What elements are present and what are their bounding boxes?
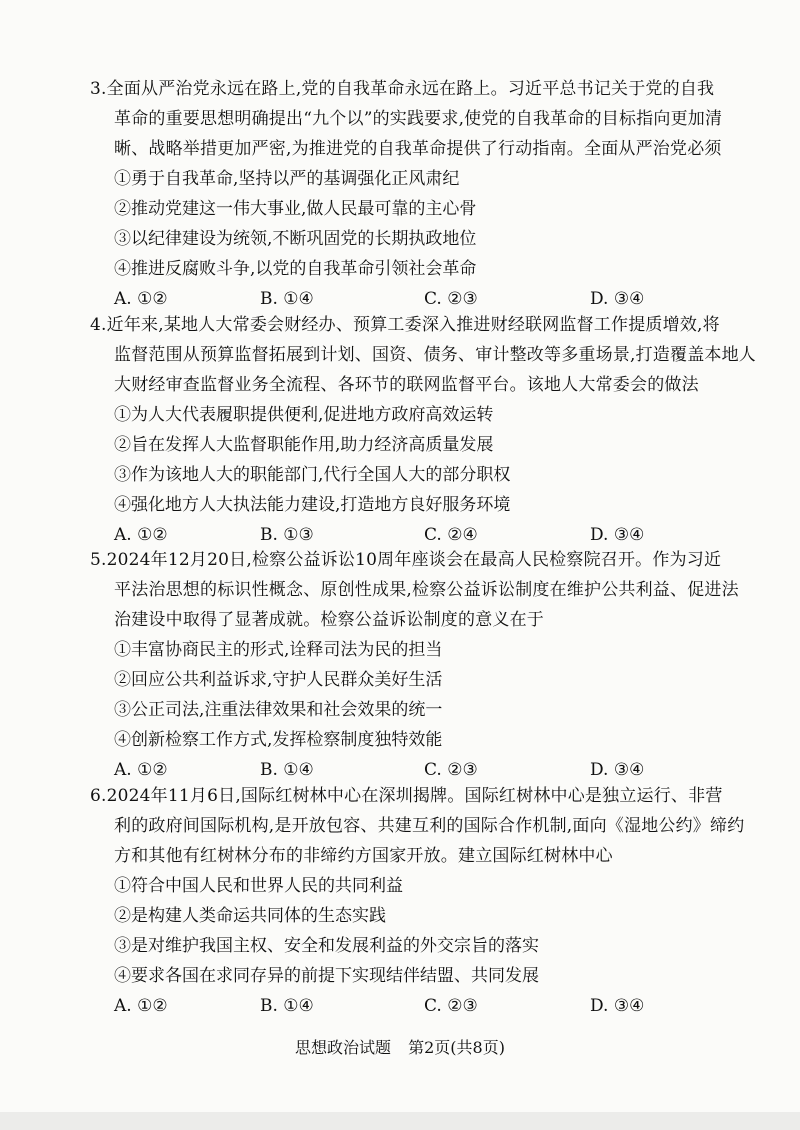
statement-option: ④强化地方人大执法能力建设,打造地方良好服务环境 xyxy=(114,495,511,515)
statement-option: ④要求各国在求同存异的前提下实现结伴结盟、共同发展 xyxy=(114,966,539,986)
statement-option: ②旨在发挥人大监督职能作用,助力经济高质量发展 xyxy=(114,435,494,455)
page-footer xyxy=(0,1036,800,1060)
choice-c: C. ②③ xyxy=(424,289,478,309)
choice-c: C. ②③ xyxy=(424,760,478,780)
choice-b: B. ①④ xyxy=(260,289,314,309)
choice-d: D. ③④ xyxy=(590,996,645,1016)
choice-b: B. ①③ xyxy=(260,525,314,545)
statement-option: ③是对维护我国主权、安全和发展利益的外交宗旨的落实 xyxy=(114,936,539,956)
choice-d: D. ③④ xyxy=(590,289,645,309)
statement-option: ④创新检察工作方式,发挥检察制度独特效能 xyxy=(114,730,443,750)
choice-a: A. ①② xyxy=(114,996,168,1016)
choice-d: D. ③④ xyxy=(590,525,645,545)
question-stem-line: 5.2024年12月20日,检察公益诉讼10周年座谈会在最高人民检察院召开。作为习近 xyxy=(90,550,722,570)
question-stem-line: 大财经审查监督业务全流程、各环节的联网监督平台。该地人大常委会的做法 xyxy=(114,375,699,395)
choice-b: B. ①④ xyxy=(260,760,314,780)
footer-page-number: 第2页(共8页) xyxy=(408,1038,505,1057)
statement-option: ②是构建人类命运共同体的生态实践 xyxy=(114,906,386,926)
question-stem-line: 监督范围从预算监督拓展到计划、国资、债务、审计整改等多重场景,打造覆盖本地人 xyxy=(114,345,757,365)
footer-subject: 思想政治试题 xyxy=(295,1038,392,1057)
question-stem-line: 革命的重要思想明确提出“九个以”的实践要求,使党的自我革命的目标指向更加清 xyxy=(114,109,723,129)
question-stem-line: 方和其他有红树林分布的非缔约方国家开放。建立国际红树林中心 xyxy=(114,846,613,866)
question-stem-line: 利的政府间国际机构,是开放包容、共建互利的国际合作机制,面向《湿地公约》缔约 xyxy=(114,816,745,836)
choice-d: D. ③④ xyxy=(590,760,645,780)
question-stem-line: 治建设中取得了显著成就。检察公益诉讼制度的意义在于 xyxy=(114,610,544,630)
choice-b: B. ①④ xyxy=(260,996,314,1016)
question-stem-line: 3.全面从严治党永远在路上,党的自我革命永远在路上。习近平总书记关于党的自我 xyxy=(90,79,715,99)
question-stem-line: 晰、战略举措更加严密,为推进党的自我革命提供了行动指南。全面从严治党必须 xyxy=(114,139,722,159)
statement-option: ②推动党建这一伟大事业,做人民最可靠的主心骨 xyxy=(114,199,477,219)
choice-a: A. ①② xyxy=(114,760,168,780)
choice-a: A. ①② xyxy=(114,289,168,309)
scan-edge xyxy=(0,1112,800,1130)
question-5 xyxy=(90,545,739,785)
statement-option: ②回应公共利益诉求,守护人民群众美好生活 xyxy=(114,670,443,690)
choice-a: A. ①② xyxy=(114,525,168,545)
choice-c: C. ②③ xyxy=(424,996,478,1016)
statement-option: ①勇于自我革命,坚持以严的基调强化正风肃纪 xyxy=(114,169,460,189)
question-stem-line: 6.2024年11月6日,国际红树林中心在深圳揭牌。国际红树林中心是独立运行、非营 xyxy=(90,786,723,806)
question-4 xyxy=(90,310,757,550)
statement-option: ①符合中国人民和世界人民的共同利益 xyxy=(114,876,403,896)
question-stem-line: 4.近年来,某地人大常委会财经办、预算工委深入推进财经联网监督工作提质增效,将 xyxy=(90,315,720,335)
statement-option: ③公正司法,注重法律效果和社会效果的统一 xyxy=(114,700,443,720)
statement-option: ①为人大代表履职提供便利,促进地方政府高效运转 xyxy=(114,405,494,425)
question-3 xyxy=(90,74,726,314)
answer-choices xyxy=(114,991,726,1021)
statement-option: ④推进反腐败斗争,以党的自我革命引领社会革命 xyxy=(114,259,477,279)
question-stem-line: 平法治思想的标识性概念、原创性成果,检察公益诉讼制度在维护公共利益、促进法 xyxy=(114,580,739,600)
choice-c: C. ②④ xyxy=(424,525,478,545)
question-6 xyxy=(90,781,745,1021)
statement-option: ③以纪律建设为统领,不断巩固党的长期执政地位 xyxy=(114,229,477,249)
statement-option: ①丰富协商民主的形式,诠释司法为民的担当 xyxy=(114,640,443,660)
statement-option: ③作为该地人大的职能部门,代行全国人大的部分职权 xyxy=(114,465,511,485)
